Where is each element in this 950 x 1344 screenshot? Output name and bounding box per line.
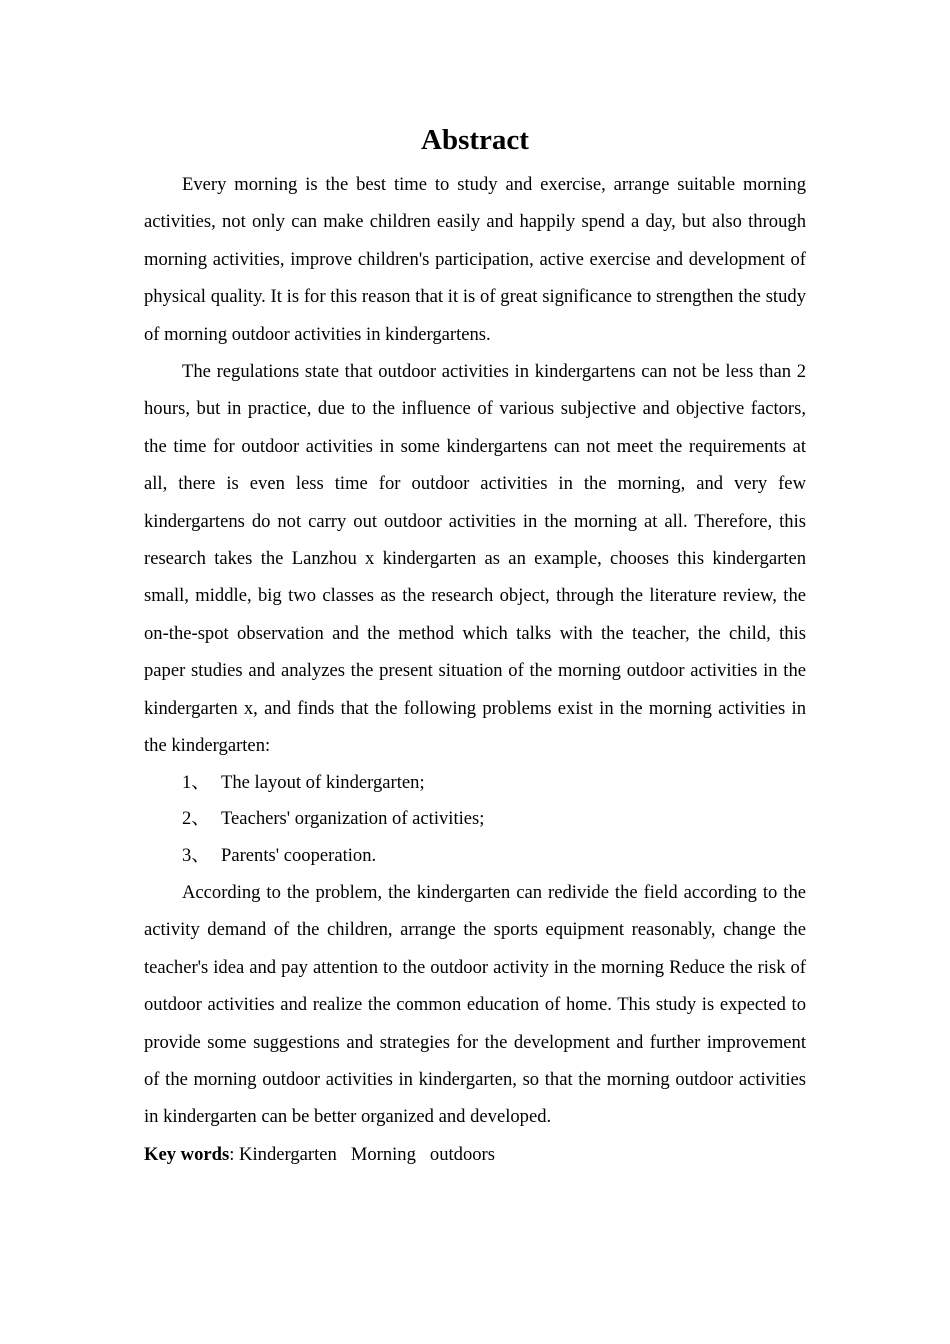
abstract-paragraph-2: The regulations state that outdoor activities in kindergartens can not be less than 2 hours, but in practice, due to the influence of various subjective and objective factors, the time for outdoor activities in some kindergartens can not meet the requirements at all, there is even less time for outdoor activities in the morning, and very few kindergartens do not carry out outdoor activities in the morning at all. Therefore, this research takes the Lanzhou x kindergarten as an example, chooses this kindergarten small, middle, big two classes as the research object, through the literature review, the on-the-spot observation and the method which talks with the teacher, the child, this paper studies and analyzes the present situation of the morning outdoor activities in the kindergarten x, and finds that the following problems exist in the morning activities in the kindergarten: bbox=[144, 361, 806, 757]
problem-list bbox=[144, 765, 806, 875]
keywords-separator: : bbox=[229, 1143, 240, 1165]
list-item bbox=[144, 765, 806, 802]
keywords-label: Key words bbox=[144, 1143, 230, 1165]
abstract-paragraph-1: Every morning is the best time to study and exercise, arrange suitable morning activities, not only can make children easily and happily spend a day, but also through morning activities, improve children's participation, active exercise and development of physical quality. It is for this reason that it is of great significance to strengthen the study of morning outdoor activities in kindergartens. bbox=[144, 174, 806, 345]
list-item bbox=[144, 838, 806, 875]
abstract-title: Abstract bbox=[421, 124, 529, 156]
list-item-number: 3、 bbox=[182, 844, 210, 866]
list-item bbox=[144, 801, 806, 838]
list-item-text: Teachers' organization of activities; bbox=[221, 808, 485, 829]
list-item-number: 1、 bbox=[182, 771, 210, 793]
list-item-text: The layout of kindergarten; bbox=[221, 771, 425, 793]
keyword-term: Morning bbox=[350, 1143, 416, 1165]
abstract-paragraph-3: According to the problem, the kindergarten can redivide the field according to the activity demand of the children, arrange the sports equipment reasonably, change the teacher's idea and pay attention to the outdoor activity in the morning Reduce the risk of outdoor activities and realize the common education of home. This study is expected to provide some suggestions and strategies for the development and further improvement of the morning outdoor activities in kindergarten, so that the morning outdoor activities in kindergarten can be better organized and developed. bbox=[144, 882, 806, 1128]
keywords-line bbox=[144, 1136, 806, 1173]
document-page bbox=[144, 116, 806, 1173]
keyword-term: Kindergarten bbox=[239, 1143, 337, 1165]
keyword-term: outdoors bbox=[429, 1143, 495, 1165]
list-item-number: 2、 bbox=[182, 808, 210, 829]
list-item-text: Parents' cooperation. bbox=[221, 844, 377, 866]
